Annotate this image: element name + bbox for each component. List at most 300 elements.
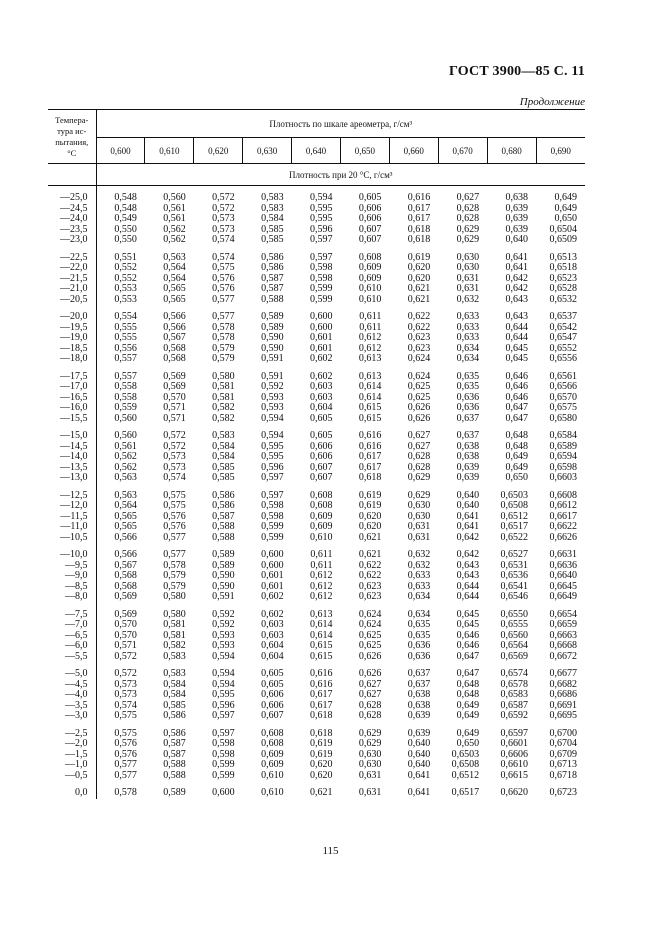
table-row <box>48 533 585 544</box>
density-cell: 0,6587 <box>500 699 529 711</box>
density-cell: 0,631 <box>407 521 431 532</box>
density-cell: 0,580 <box>163 591 186 602</box>
density-cell: 0,645 <box>505 353 529 364</box>
density-cell: 0,646 <box>456 629 480 641</box>
density-cell: 0,599 <box>261 531 284 543</box>
density-column-header: 0,680 <box>487 138 536 164</box>
density-cell: 0,637 <box>456 430 480 441</box>
density-cell: 0,564 <box>163 262 186 273</box>
temperature-cell: —3,0 <box>48 711 96 722</box>
density-cell: 0,6612 <box>549 500 577 511</box>
density-cell: 0,6659 <box>549 619 577 630</box>
table-row <box>48 333 585 344</box>
density-cell: 0,565 <box>114 521 137 532</box>
density-cell: 0,647 <box>456 668 480 679</box>
density-cell: 0,570 <box>163 391 186 403</box>
density-cell: 0,595 <box>261 451 284 462</box>
density-cell: 0,641 <box>456 521 480 532</box>
density-cell: 0,6522 <box>500 531 529 543</box>
density-cell: 0,6631 <box>549 549 577 560</box>
density-cell: 0,566 <box>163 311 186 322</box>
density-cell: 0,617 <box>309 689 333 700</box>
density-scale-header: Плотность по шкале ареометра, г/см³ <box>96 110 585 138</box>
density-cell: 0,634 <box>456 342 480 354</box>
density-cell: 0,562 <box>114 461 137 473</box>
density-cell: 0,557 <box>114 370 137 382</box>
density-cell: 0,575 <box>114 727 137 739</box>
density-cell: 0,624 <box>407 353 431 364</box>
temperature-cell: —21,0 <box>48 284 96 295</box>
density-cell: 0,567 <box>114 559 137 571</box>
density-cell: 0,627 <box>456 192 480 203</box>
density-cell: 0,581 <box>212 381 235 392</box>
density-cell: 0,598 <box>261 510 284 522</box>
density-cell: 0,589 <box>261 311 284 322</box>
density-cell: 0,6718 <box>549 769 577 781</box>
density-cell: 0,584 <box>261 213 284 224</box>
temperature-cell: —24,0 <box>48 214 96 225</box>
density-cell: 0,605 <box>309 430 333 441</box>
density-cell: 0,615 <box>309 650 333 662</box>
density-cell: 0,612 <box>309 591 333 602</box>
density-cell: 0,615 <box>309 640 333 651</box>
density-cell: 0,6555 <box>500 619 529 630</box>
density-cell: 0,603 <box>261 629 284 641</box>
temperature-cell: —1,5 <box>48 750 96 761</box>
density-cell: 0,584 <box>163 678 186 690</box>
density-cell: 0,593 <box>212 640 235 651</box>
density-cell: 0,639 <box>505 223 529 235</box>
density-cell: 0,563 <box>114 489 137 501</box>
temperature-cell: —5,0 <box>48 669 96 680</box>
density-cell: 0,627 <box>358 689 382 700</box>
density-cell: 0,558 <box>114 391 137 403</box>
density-cell: 0,595 <box>309 213 333 224</box>
density-cell: 0,636 <box>456 391 480 403</box>
density-cell: 0,6531 <box>500 559 529 571</box>
density-cell: 0,6556 <box>549 353 577 364</box>
density-cell: 0,583 <box>163 650 186 662</box>
density-cell: 0,575 <box>163 500 186 511</box>
density-cell: 0,580 <box>163 608 186 620</box>
density-cell: 0,561 <box>163 202 186 214</box>
table-row <box>48 571 585 582</box>
density-cell: 0,584 <box>163 689 186 700</box>
density-cell: 0,576 <box>114 748 137 760</box>
density-cell: 0,6626 <box>549 531 577 543</box>
temperature-cell: —3,5 <box>48 701 96 712</box>
temperature-cell: —6,0 <box>48 641 96 652</box>
temperature-cell: —14,0 <box>48 452 96 463</box>
density-cell: 0,629 <box>456 223 480 235</box>
density-cell: 0,614 <box>358 391 382 403</box>
density-cell: 0,582 <box>212 402 235 413</box>
density-cell: 0,646 <box>505 381 529 392</box>
density-cell: 0,632 <box>456 293 480 305</box>
temperature-cell: —4,5 <box>48 680 96 691</box>
density-cell: 0,585 <box>261 234 284 245</box>
density-cell: 0,558 <box>114 381 137 392</box>
density-cell: 0,573 <box>163 461 186 473</box>
density-column-header: 0,640 <box>292 138 341 164</box>
density-cell: 0,609 <box>309 521 333 532</box>
density-cell: 0,630 <box>456 262 480 273</box>
temperature-cell: —20,5 <box>48 295 96 306</box>
density-cell: 0,649 <box>554 202 577 214</box>
density-cell: 0,649 <box>456 710 480 721</box>
density-cell: 0,619 <box>407 251 431 263</box>
table-row <box>48 295 585 306</box>
density-cell: 0,636 <box>407 640 431 651</box>
temperature-cell: —12,0 <box>48 501 96 512</box>
temperature-cell: —2,0 <box>48 739 96 750</box>
row-header-line: Темпера- <box>55 114 89 125</box>
density-cell: 0,572 <box>163 440 186 452</box>
row-header-spacer <box>48 164 96 186</box>
density-cell: 0,566 <box>114 549 137 560</box>
density-cell: 0,600 <box>212 787 235 798</box>
density-column-header: 0,690 <box>536 138 585 164</box>
density-cell: 0,607 <box>309 472 333 483</box>
density-cell: 0,613 <box>358 353 382 364</box>
density-cell: 0,6622 <box>549 521 577 532</box>
density-cell: 0,645 <box>456 608 480 620</box>
density-cell: 0,606 <box>261 689 284 700</box>
density-cell: 0,6672 <box>549 650 577 662</box>
density-cell: 0,622 <box>407 321 431 333</box>
density-cell: 0,574 <box>212 251 235 263</box>
density-cell: 0,6570 <box>549 391 577 403</box>
table-row <box>48 473 585 484</box>
table-row <box>48 312 585 323</box>
density-cell: 0,585 <box>163 699 186 711</box>
density-cell: 0,6617 <box>549 510 577 522</box>
density-cell: 0,606 <box>261 699 284 711</box>
density-cell: 0,625 <box>407 391 431 403</box>
temperature-cell: —15,0 <box>48 431 96 442</box>
density-cell: 0,609 <box>261 748 284 760</box>
density-cell: 0,638 <box>456 440 480 452</box>
density-cell: 0,610 <box>358 283 382 294</box>
density-cell: 0,6503 <box>451 748 480 760</box>
density-cell: 0,595 <box>212 689 235 700</box>
density-cell: 0,6598 <box>549 461 577 473</box>
density-cell: 0,573 <box>212 213 235 224</box>
density-cell: 0,6677 <box>549 668 577 679</box>
density-cell: 0,586 <box>212 489 235 501</box>
density-cell: 0,606 <box>309 451 333 462</box>
density-cell: 0,584 <box>212 440 235 452</box>
density-cell: 0,570 <box>114 629 137 641</box>
density-cell: 0,605 <box>261 678 284 690</box>
density-cell: 0,6528 <box>549 283 577 294</box>
density-cell: 0,6682 <box>549 678 577 690</box>
density-cell: 0,593 <box>261 391 284 403</box>
density-cell: 0,601 <box>309 342 333 354</box>
density-cell: 0,563 <box>114 472 137 483</box>
density-cell: 0,6583 <box>500 689 529 700</box>
density-cell: 0,639 <box>505 213 529 224</box>
density-cell: 0,614 <box>309 629 333 641</box>
density-cell: 0,640 <box>407 738 431 749</box>
density-cell: 0,591 <box>212 591 235 602</box>
density-cell: 0,592 <box>212 608 235 620</box>
temperature-cell: —8,0 <box>48 592 96 603</box>
density-cell: 0,633 <box>456 332 480 343</box>
density-cell: 0,649 <box>456 699 480 711</box>
temperature-cell: —9,5 <box>48 561 96 572</box>
density-cell: 0,577 <box>212 311 235 322</box>
density-cell: 0,571 <box>114 640 137 651</box>
density-cell: 0,552 <box>114 272 137 284</box>
density-cell: 0,582 <box>212 412 235 424</box>
density-cell: 0,617 <box>407 202 431 214</box>
temperature-cell: —15,5 <box>48 414 96 425</box>
density-cell: 0,6713 <box>549 759 577 770</box>
density-cell: 0,631 <box>407 531 431 543</box>
density-cell: 0,639 <box>456 461 480 473</box>
density-cell: 0,612 <box>309 570 333 581</box>
temperature-cell: —21,5 <box>48 274 96 285</box>
density-cell: 0,572 <box>212 192 235 203</box>
density-cell: 0,577 <box>163 549 186 560</box>
table-row <box>48 592 585 603</box>
density-cell: 0,6709 <box>549 748 577 760</box>
temperature-cell: —18,0 <box>48 354 96 365</box>
temperature-cell: —18,5 <box>48 344 96 355</box>
density-cell: 0,560 <box>114 430 137 441</box>
density-cell: 0,572 <box>212 202 235 214</box>
density-cell: 0,597 <box>309 251 333 263</box>
density-cell: 0,638 <box>407 689 431 700</box>
density20-header: Плотность при 20 °C, г/см³ <box>96 164 585 186</box>
temperature-cell: —2,5 <box>48 729 96 740</box>
density-cell: 0,648 <box>456 689 480 700</box>
density-cell: 0,553 <box>114 283 137 294</box>
density-cell: 0,617 <box>309 699 333 711</box>
density-cell: 0,551 <box>114 251 137 263</box>
density-cell: 0,599 <box>309 293 333 305</box>
temperature-cell: —11,0 <box>48 522 96 533</box>
density-cell: 0,583 <box>261 202 284 214</box>
density-cell: 0,6527 <box>500 549 529 560</box>
density-cell: 0,6723 <box>549 787 577 798</box>
density-cell: 0,609 <box>358 272 382 284</box>
density-cell: 0,588 <box>163 759 186 770</box>
density-cell: 0,645 <box>505 342 529 354</box>
density-cell: 0,623 <box>407 332 431 343</box>
density-cell: 0,621 <box>358 531 382 543</box>
density-cell: 0,597 <box>261 472 284 483</box>
density-cell: 0,643 <box>456 559 480 571</box>
density-cell: 0,649 <box>554 192 577 203</box>
density-cell: 0,6537 <box>549 311 577 322</box>
density-cell: 0,587 <box>163 748 186 760</box>
density-cell: 0,567 <box>163 332 186 343</box>
temperature-cell: —12,5 <box>48 491 96 502</box>
density-cell: 0,633 <box>407 580 431 592</box>
density-cell: 0,6532 <box>549 293 577 305</box>
row-header-line: °C <box>67 147 77 158</box>
density-cell: 0,600 <box>309 311 333 322</box>
density-cell: 0,625 <box>407 381 431 392</box>
density-cell: 0,569 <box>163 381 186 392</box>
density-cell: 0,588 <box>163 769 186 781</box>
density-cell: 0,569 <box>163 370 186 382</box>
density-cell: 0,602 <box>261 591 284 602</box>
density-cell: 0,6517 <box>451 787 480 798</box>
density-cell: 0,602 <box>309 370 333 382</box>
density-cell: 0,622 <box>358 559 382 571</box>
density-cell: 0,629 <box>358 727 382 739</box>
density-cell: 0,562 <box>163 223 186 235</box>
table-row <box>48 550 585 561</box>
temperature-cell: —10,0 <box>48 550 96 561</box>
density-cell: 0,594 <box>261 412 284 424</box>
density-cell: 0,627 <box>407 430 431 441</box>
density-cell: 0,6615 <box>500 769 529 781</box>
density-cell: 0,634 <box>407 608 431 620</box>
density-cell: 0,618 <box>309 710 333 721</box>
table-row <box>48 235 585 246</box>
row-header-line: пытания, <box>55 136 89 147</box>
temperature-cell: —13,5 <box>48 463 96 474</box>
temperature-cell: —14,5 <box>48 442 96 453</box>
density-cell: 0,6592 <box>500 710 529 721</box>
density-cell: 0,6512 <box>500 510 529 522</box>
density-cell: 0,6542 <box>549 321 577 333</box>
density-cell: 0,628 <box>407 451 431 462</box>
density-cell: 0,587 <box>163 738 186 749</box>
density-cell: 0,572 <box>163 430 186 441</box>
density-cell: 0,627 <box>358 678 382 690</box>
density-cell: 0,623 <box>407 342 431 354</box>
density-cell: 0,6550 <box>500 608 529 620</box>
density-cell: 0,577 <box>163 531 186 543</box>
temperature-cell: —7,0 <box>48 620 96 631</box>
density-cell: 0,6597 <box>500 727 529 739</box>
table-row <box>48 431 585 442</box>
density-cell: 0,611 <box>359 311 382 322</box>
density-cell: 0,641 <box>407 769 431 781</box>
density-cell: 0,589 <box>212 559 235 571</box>
density-cell: 0,6546 <box>500 591 529 602</box>
density-cell: 0,587 <box>212 510 235 522</box>
density-cell: 0,6541 <box>500 580 529 592</box>
density-cell: 0,6574 <box>500 668 529 679</box>
density-cell: 0,640 <box>407 748 431 760</box>
density-cell: 0,611 <box>310 549 333 560</box>
density-column-header: 0,660 <box>389 138 438 164</box>
temperature-cell: —8,5 <box>48 582 96 593</box>
density-cell: 0,562 <box>163 234 186 245</box>
density-cell: 0,622 <box>358 570 382 581</box>
density-cell: 0,618 <box>358 472 382 483</box>
temperature-cell: —23,0 <box>48 235 96 246</box>
density-cell: 0,555 <box>114 332 137 343</box>
table-row <box>48 414 585 425</box>
density-cell: 0,633 <box>456 321 480 333</box>
density-cell: 0,573 <box>212 223 235 235</box>
density-cell: 0,590 <box>261 342 284 354</box>
density-cell: 0,6518 <box>549 262 577 273</box>
density-cell: 0,581 <box>212 391 235 403</box>
density-cell: 0,633 <box>456 311 480 322</box>
density-cell: 0,633 <box>407 570 431 581</box>
density-cell: 0,625 <box>358 640 382 651</box>
table-row <box>48 522 585 533</box>
density-cell: 0,634 <box>407 591 431 602</box>
density-cell: 0,6503 <box>500 489 529 501</box>
temperature-cell: —9,0 <box>48 571 96 582</box>
density-cell: 0,631 <box>456 272 480 284</box>
density-cell: 0,623 <box>358 580 382 592</box>
density-cell: 0,590 <box>261 332 284 343</box>
density-cell: 0,584 <box>212 451 235 462</box>
density-cell: 0,550 <box>114 223 137 235</box>
density-cell: 0,600 <box>261 559 284 571</box>
density-cell: 0,585 <box>212 461 235 473</box>
table-row <box>48 263 585 274</box>
density-cell: 0,637 <box>407 668 431 679</box>
density-cell: 0,578 <box>212 332 235 343</box>
density-cell: 0,580 <box>212 370 235 382</box>
density-cell: 0,599 <box>212 759 235 770</box>
density-cell: 0,638 <box>407 699 431 711</box>
density-cell: 0,588 <box>261 293 284 305</box>
temperature-cell: —1,0 <box>48 760 96 771</box>
density-cell: 0,586 <box>261 251 284 263</box>
density-cell: 0,635 <box>456 370 480 382</box>
density-cell: 0,614 <box>358 381 382 392</box>
density-cell: 0,578 <box>163 559 186 571</box>
density-cell: 0,629 <box>358 738 382 749</box>
page-number: 115 <box>322 845 339 857</box>
density-cell: 0,600 <box>261 549 284 560</box>
density-cell: 0,606 <box>309 440 333 452</box>
density-cell: 0,619 <box>358 489 382 501</box>
density-cell: 0,639 <box>407 710 431 721</box>
density-cell: 0,620 <box>407 272 431 284</box>
density-cell: 0,619 <box>309 748 333 760</box>
table-row <box>48 771 585 782</box>
density-cell: 0,642 <box>456 549 480 560</box>
density-cell: 0,568 <box>163 342 186 354</box>
density-cell: 0,560 <box>163 192 186 203</box>
temperature-cell: —20,0 <box>48 312 96 323</box>
table-row <box>48 652 585 663</box>
density-cell: 0,603 <box>309 391 333 403</box>
density-cell: 0,623 <box>358 591 382 602</box>
density-cell: 0,593 <box>261 402 284 413</box>
temperature-cell: —6,5 <box>48 631 96 642</box>
density-cell: 0,566 <box>114 531 137 543</box>
density-column-header: 0,650 <box>340 138 389 164</box>
density-cell: 0,596 <box>212 699 235 711</box>
density-cell: 0,603 <box>261 619 284 630</box>
density-cell: 0,6512 <box>451 769 480 781</box>
density-cell: 0,6686 <box>549 689 577 700</box>
density-cell: 0,6578 <box>500 678 529 690</box>
temperature-cell: —23,5 <box>48 225 96 236</box>
table-row <box>48 739 585 750</box>
density-cell: 0,631 <box>358 787 382 798</box>
density-column-header: 0,620 <box>194 138 243 164</box>
density-cell: 0,613 <box>358 370 382 382</box>
density-cell: 0,6668 <box>549 640 577 651</box>
density-cell: 0,628 <box>358 699 382 711</box>
density-cell: 0,565 <box>114 510 137 522</box>
